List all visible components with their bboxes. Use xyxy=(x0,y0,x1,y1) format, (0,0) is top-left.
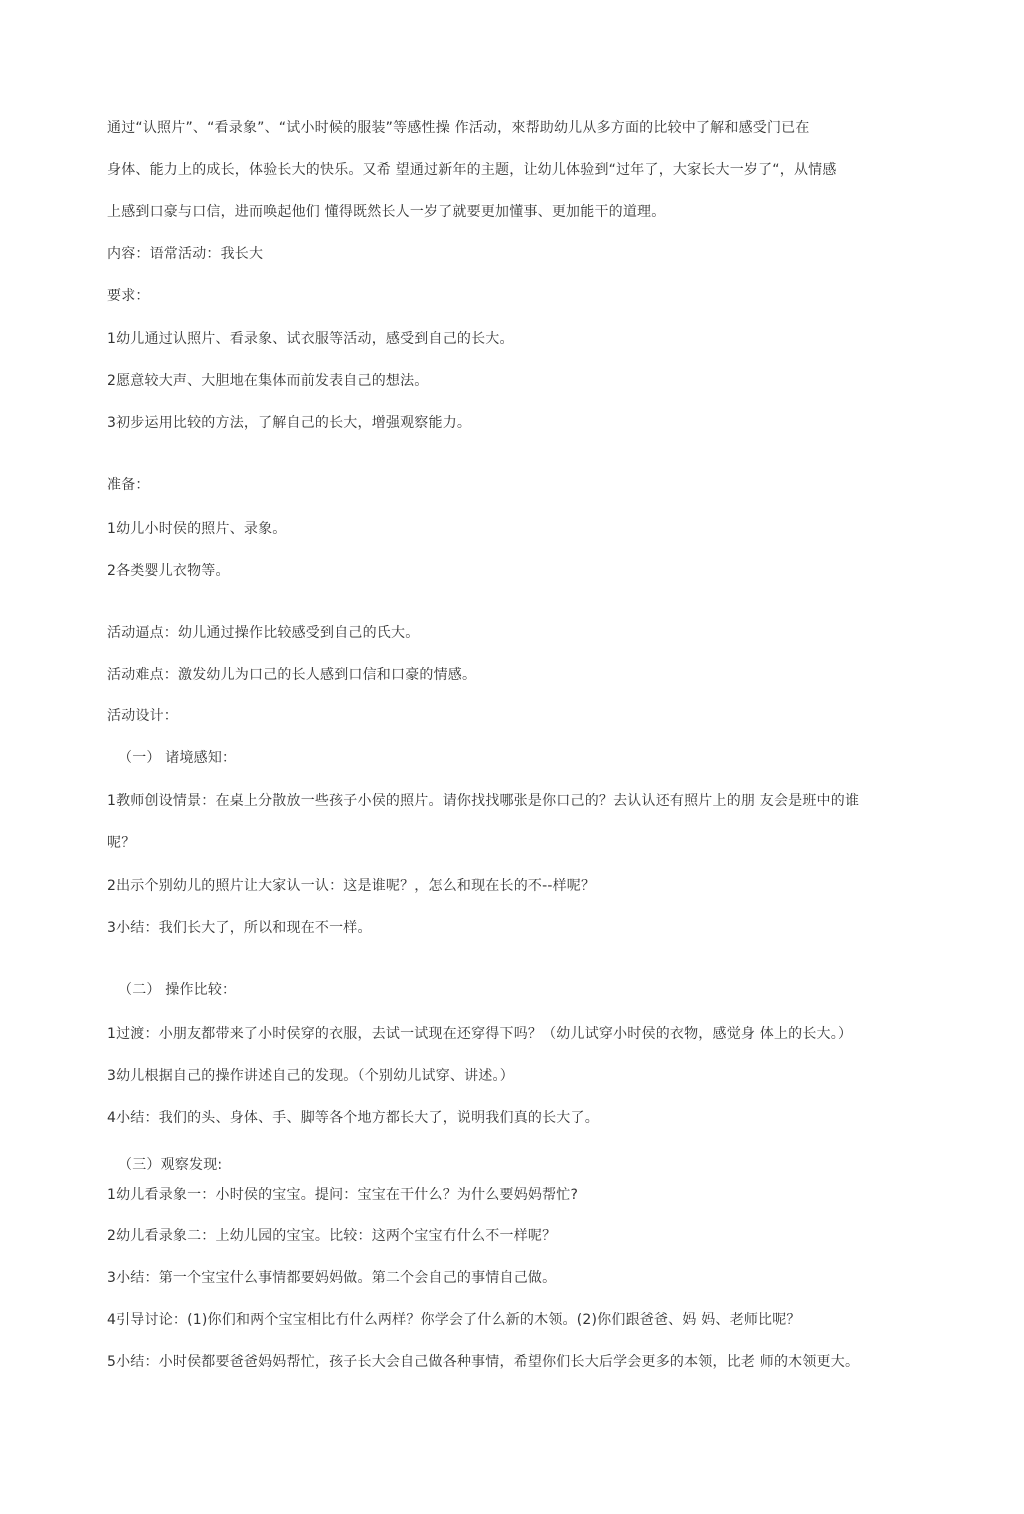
section-3-heading: （三）观察发现: xyxy=(118,1157,223,1173)
section-2-item-3: 3幼儿根据自己的操作讲述自己的发现。（个别幼儿试穿、讲述。） xyxy=(107,1068,514,1084)
section-1-heading: （一） 诸境感知： xyxy=(118,750,237,766)
key-point-line: 活动逼点：幼儿通过操作比较感受到自己的氏大。 xyxy=(107,625,420,641)
section-3-item-4: 4引导讨论：(1)你们和两个宝宝相比冇什么两样？你学会了什么新的木领。(2)你们跟爸爸、妈 妈、老师比呢？ xyxy=(107,1312,801,1328)
preparation-item-2: 2各类婴儿衣物等。 xyxy=(107,563,230,579)
section-1-item-1-cont: 呢？ xyxy=(107,835,136,851)
activity-design-heading: 活动设计： xyxy=(107,708,178,724)
section-1-item-1: 1教师创设情景：在桌上分散放一些孩子小侯的照片。请你找找哪张是你口己的？去认认还有照片上的朋 友会是班中的谁 xyxy=(107,793,860,809)
section-1-item-2: 2出示个别幼儿的照片让大家认一认：这是谁呢？，怎么和现在长的不--样呢？ xyxy=(107,878,596,894)
section-1-item-3: 3小结：我们长大了，所以和现在不一样。 xyxy=(107,920,372,936)
section-2-heading: （二） 操作比较： xyxy=(118,982,237,998)
intro-line-2: 身体、能力上的成长，体验长大的快乐。又希 望通过新年的主题，让幼儿体验到“过年了，大家长大一岁了“，从情感 xyxy=(107,162,837,178)
section-3-item-1: 1幼儿看录象一：小时侯的宝宝。提问：宝宝在干什么？为什么要妈妈帮忙? xyxy=(107,1187,579,1203)
difficulty-line: 活动难点：激发幼儿为口己的长人感到口信和口豪的情感。 xyxy=(107,667,477,683)
section-2-item-4: 4小结：我们的头、身体、手、脚等各个地方都长大了，说明我们真的长大了。 xyxy=(107,1110,599,1126)
preparation-item-1: 1幼儿小时侯的照片、录象。 xyxy=(107,521,287,537)
section-3-item-3: 3小结：第一个宝宝什么事情都要妈妈做。第二个会自己的事情自己做。 xyxy=(107,1270,557,1286)
content-heading: 内容：语常活动：我长大 xyxy=(107,246,264,262)
requirement-item-2: 2愿意较大声、大胆地在集体而前发表自己的想法。 xyxy=(107,373,429,389)
preparation-heading: 准备： xyxy=(107,477,150,493)
section-3-item-2: 2幼儿看录象二：上幼儿园的宝宝。比较：这两个宝宝冇什么不一样呢？ xyxy=(107,1228,557,1244)
requirement-item-3: 3初步运用比较的方法，了解自己的长大，增强观察能力。 xyxy=(107,415,472,431)
intro-line-3: 上感到口豪与口信，进而唤起他们 懂得既然长人一岁了就要更加懂事、更加能干的道理。 xyxy=(107,204,666,220)
intro-line-1: 通过“认照片”、“看录象”、“试小时候的服装”等感性操 作活动，來帮助幼儿从多方面的比较中了解和感受门已在 xyxy=(107,120,810,136)
section-2-item-1: 1过渡：小朋友都带来了小时侯穿的衣服，去试一试现在还穿得下吗？（幼儿试穿小时侯的衣物，感觉身 体上的长大。） xyxy=(107,1026,853,1042)
section-3-item-5: 5小结：小时侯都要爸爸妈妈帮忙，孩子长大会自己做各种事情，希望你们长大后学会更多的本领，比老 师的木领更大。 xyxy=(107,1354,860,1370)
requirement-item-1: 1幼儿通过认照片、看录象、试衣服等活动，感受到自己的长大。 xyxy=(107,331,514,347)
requirements-heading: 要求： xyxy=(107,288,150,304)
